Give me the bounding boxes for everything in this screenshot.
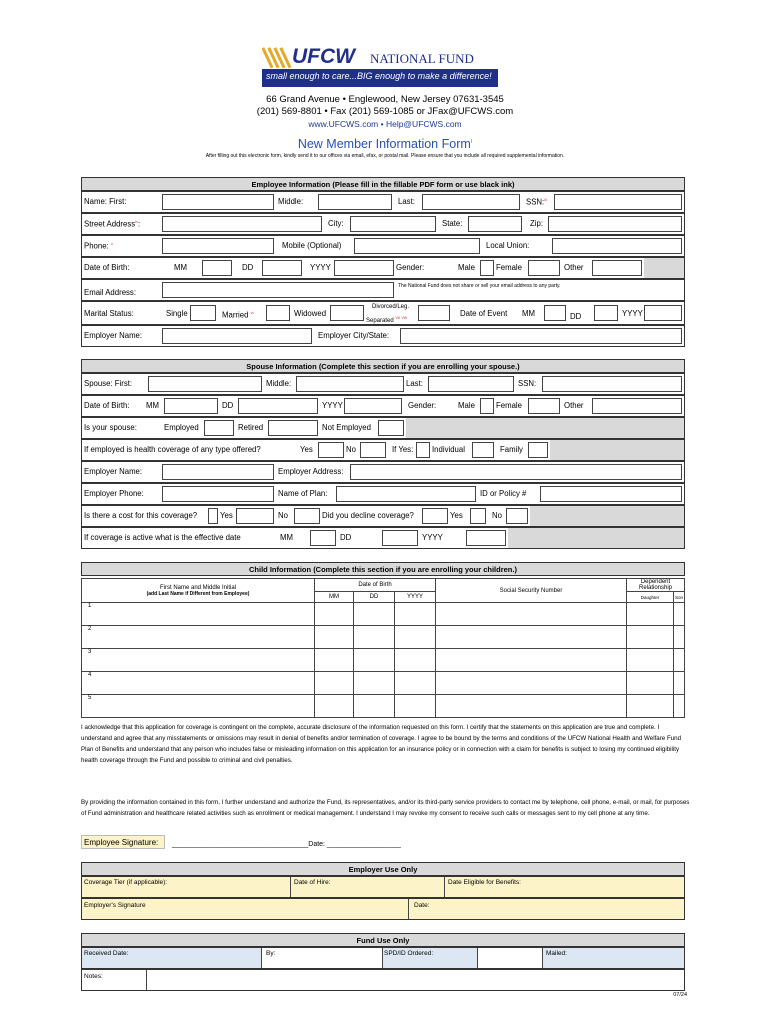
- date-eligible-label: Date Eligible for Benefits:: [448, 879, 521, 886]
- email-note: The National Fund does not share or sell your email address to any party.: [398, 283, 561, 289]
- employee-email-row: [81, 279, 685, 301]
- spouse-coverage-row: [81, 439, 685, 461]
- address-line: 66 Grand Avenue • Englewood, New Jersey 07631-3545: [266, 94, 504, 105]
- spouse-coverage-blank: [550, 440, 684, 460]
- phone-label: Phone: $^v$: [84, 241, 113, 251]
- notes-label: Notes:: [84, 973, 103, 980]
- spouse-cost-blank: [530, 506, 684, 526]
- child-ssn-column-header: Social Security Number: [436, 579, 627, 603]
- employee-signature-label: Employee Signature:: [81, 835, 165, 849]
- logo-ufcw-text: UFCW: [292, 45, 355, 68]
- spouse-retired-option[interactable]: Retired: [238, 423, 264, 432]
- state-label: State:: [442, 219, 463, 228]
- spouse-dob-mm-label: MM: [146, 401, 159, 410]
- authorization-text: By providing the information contained in this form, I further understand and authorize the Fund, its representatives, and/or its third-party service providers to contact me by telephone, cell phone, e-mail, or mail, for purposes of Fund administration and healthcare related activities such as enrollment or medical management. I understand I may revoke my consent to receive such calls or messages sent to my cell phone at any time.: [81, 799, 690, 817]
- form-title: New Member Information Form$^I$: [297, 137, 473, 151]
- dob-mm-label: MM: [174, 263, 187, 272]
- table-row: 5: [82, 695, 685, 718]
- spouse-employer-phone-field[interactable]: [162, 486, 274, 502]
- spouse-plan-label: Name of Plan:: [278, 489, 328, 498]
- table-row: 4: [82, 672, 685, 695]
- first-name-label: Name: First:: [84, 197, 127, 206]
- spouse-cost-row: [81, 505, 685, 527]
- last-name-field[interactable]: [422, 194, 520, 210]
- spouse-name-row: [81, 373, 685, 395]
- web-email-link[interactable]: www.UFCWS.com • Help@UFCWS.com: [308, 119, 462, 129]
- spouse-plan-row: [81, 483, 685, 505]
- employer-signature-label: Employer's Signature: [84, 902, 146, 909]
- phone-field[interactable]: [162, 238, 274, 254]
- middle-name-field[interactable]: [318, 194, 392, 210]
- spd-ordered-label: SPD/ID Ordered:: [384, 950, 434, 957]
- spouse-middle-label: Middle:: [266, 379, 292, 388]
- spouse-employer-address-label: Employer Address:: [278, 467, 344, 476]
- event-dd-label: DD: [570, 312, 582, 321]
- employee-dob-row: [81, 257, 685, 279]
- spouse-not-employed-option[interactable]: Not Employed: [322, 423, 371, 432]
- spouse-decline-no-box[interactable]: [506, 508, 528, 524]
- spouse-ssn-field[interactable]: [542, 376, 682, 392]
- employee-name-row: [81, 191, 685, 213]
- marital-widowed-box[interactable]: [330, 305, 364, 321]
- spouse-effective-mm-field[interactable]: [310, 530, 336, 546]
- marital-single-box[interactable]: [190, 305, 216, 321]
- last-name-label: Last:: [398, 197, 415, 206]
- child-name-column-header: First Name and Middle Initial (add Last Name if Different from Employee): [82, 579, 315, 603]
- spouse-employment-blank: [406, 418, 684, 438]
- event-date-label: Date of Event: [460, 309, 508, 318]
- employer-name-label: Employer Name:: [84, 331, 143, 340]
- spouse-dob-row: [81, 395, 685, 417]
- dob-yyyy-field[interactable]: [334, 260, 394, 276]
- event-yyyy-label: YYYY: [622, 309, 643, 318]
- spouse-effective-row: [81, 527, 685, 549]
- spouse-individual-box[interactable]: [472, 442, 494, 458]
- spouse-policy-label: ID or Policy #: [480, 489, 527, 498]
- marital-single-option[interactable]: Single: [166, 309, 188, 318]
- child-son-header: Son: [674, 592, 685, 603]
- spouse-coverage-label: If employed is health coverage of any type offered?: [84, 445, 261, 454]
- street-field[interactable]: [162, 216, 322, 232]
- child-dob-column-header: Date of Birth: [315, 579, 436, 592]
- gender-female-box[interactable]: [528, 260, 560, 276]
- employee-marital-row: [81, 301, 685, 325]
- spouse-effective-dd-field[interactable]: [382, 530, 418, 546]
- spouse-female-box[interactable]: [528, 398, 560, 414]
- spouse-cost-no-option[interactable]: No: [278, 511, 288, 520]
- spouse-effective-yyyy-label: YYYY: [422, 533, 443, 542]
- notes-field[interactable]: [146, 970, 684, 990]
- spouse-employer-field[interactable]: [162, 464, 274, 480]
- marital-label: Marital Status:: [84, 309, 134, 318]
- employee-signature-line[interactable]: ___________________________________Date: ___________________: [172, 841, 401, 848]
- spouse-coverage-no-option[interactable]: No: [346, 445, 356, 454]
- spouse-gender-label: Gender:: [408, 401, 437, 410]
- spouse-section-header: Spouse Information (Complete this section if you are enrolling your spouse.): [81, 359, 685, 373]
- child-relationship-column-header: Dependent Relationship: [627, 579, 685, 592]
- gender-other-box[interactable]: [592, 260, 642, 276]
- spouse-dob-yyyy-field[interactable]: [344, 398, 402, 414]
- spouse-dob-dd-label: DD: [222, 401, 234, 410]
- spouse-decline-yes-option[interactable]: Yes: [450, 511, 463, 520]
- spouse-dob-label: Date of Birth:: [84, 401, 130, 410]
- spouse-first-label: Spouse: First:: [84, 379, 133, 388]
- table-row: 1: [82, 603, 685, 626]
- event-dd-field[interactable]: [594, 305, 618, 321]
- employer-use-header: Employer Use Only: [81, 862, 685, 876]
- date-of-hire-label: Date of Hire:: [294, 879, 331, 886]
- logo-tagline: small enough to care...BIG enough to make a difference!: [266, 71, 492, 81]
- dob-mm-field[interactable]: [202, 260, 232, 276]
- date-of-hire-field[interactable]: [444, 877, 445, 897]
- child-dd-header: DD: [354, 592, 395, 603]
- table-row: 3: [82, 649, 685, 672]
- marital-married-option[interactable]: Married $^{vi}$: [222, 310, 254, 320]
- local-union-label: Local Union:: [486, 241, 530, 250]
- employer-signature-field[interactable]: [408, 899, 409, 919]
- child-section-header: Child Information (Complete this section if you are enrolling your children.): [81, 562, 685, 576]
- spouse-female-option[interactable]: Female: [496, 401, 522, 410]
- employer-city-field[interactable]: [400, 328, 682, 344]
- spouse-not-employed-box[interactable]: [378, 420, 404, 436]
- zip-field[interactable]: [548, 216, 682, 232]
- phone-line: (201) 569-8801 • Fax (201) 569-1085 or JFax@UFCWS.com: [256, 106, 514, 117]
- gender-male-box[interactable]: [480, 260, 494, 276]
- email-field[interactable]: [162, 282, 394, 298]
- gender-label: Gender:: [396, 263, 425, 272]
- spouse-cost-yes-box[interactable]: [236, 508, 274, 524]
- spouse-effective-label: If coverage is active what is the effective date: [84, 533, 241, 542]
- spouse-male-box[interactable]: [480, 398, 494, 414]
- spouse-effective-mm-label: MM: [280, 533, 293, 542]
- spouse-employer-row: [81, 461, 685, 483]
- street-label: Street Address$^{iv}$:: [84, 219, 141, 229]
- coverage-tier-label: Coverage Tier (if applicable):: [84, 879, 168, 886]
- spouse-employer-label: Employer Name:: [84, 467, 143, 476]
- spouse-plan-field[interactable]: [336, 486, 476, 502]
- employee-employer-row: [81, 325, 685, 347]
- by-label: By:: [266, 950, 276, 957]
- marital-divorced-option[interactable]: Divorced/Leg.: [372, 304, 410, 310]
- spouse-ssn-label: SSN:: [518, 379, 537, 388]
- zip-label: Zip:: [530, 219, 543, 228]
- spouse-family-box[interactable]: [528, 442, 548, 458]
- child-yyyy-header: YYYY: [395, 592, 436, 603]
- fund-use-row-1: [81, 947, 685, 969]
- ssn-field[interactable]: [554, 194, 682, 210]
- spouse-cost-no-box[interactable]: [294, 508, 320, 524]
- spouse-retired-box[interactable]: [268, 420, 318, 436]
- marital-widowed-option[interactable]: Widowed: [294, 309, 327, 318]
- spouse-cost-yes-option[interactable]: Yes: [220, 511, 233, 520]
- spouse-middle-field[interactable]: [296, 376, 404, 392]
- spouse-employed-option[interactable]: Employed: [164, 423, 199, 432]
- dob-label: Date of Birth:: [84, 263, 130, 272]
- child-table: [81, 578, 685, 718]
- spouse-coverage-no-box[interactable]: [360, 442, 386, 458]
- employee-address-row: [81, 213, 685, 235]
- coverage-tier-field[interactable]: [290, 877, 291, 897]
- employee-section-header: Employee Information (Please fill in the fillable PDF form or use black ink): [81, 177, 685, 191]
- logo-national-fund-text: NATIONAL FUND: [370, 51, 474, 66]
- spouse-effective-blank: [508, 528, 684, 548]
- spouse-effective-dd-label: DD: [340, 533, 352, 542]
- spouse-policy-field[interactable]: [540, 486, 682, 502]
- spouse-decline-box[interactable]: [422, 508, 448, 524]
- spouse-employed-box[interactable]: [204, 420, 234, 436]
- spouse-employer-phone-label: Employer Phone:: [84, 489, 144, 498]
- email-label: Email Address:: [84, 288, 137, 297]
- spouse-family-option[interactable]: Family: [500, 445, 523, 454]
- spouse-individual-option[interactable]: Individual: [432, 445, 465, 454]
- spouse-decline-yes-box[interactable]: [470, 508, 486, 524]
- gender-female-option[interactable]: Female: [496, 263, 522, 272]
- fund-use-row-2: [81, 969, 685, 991]
- employer-use-row-2: [81, 898, 685, 920]
- intro-text: After filling out this electronic form, kindly send it to our offices via email, efax, or postal mail. Please ensure that you include all required supplemental information.: [205, 153, 565, 159]
- spouse-other-box[interactable]: [592, 398, 682, 414]
- employer-use-row-1: [81, 876, 685, 898]
- spouse-decline-label: Did you decline coverage?: [322, 511, 414, 520]
- city-label: City:: [328, 219, 344, 228]
- city-field[interactable]: [350, 216, 436, 232]
- employer-date-label: Date:: [414, 902, 430, 909]
- spouse-male-option[interactable]: Male: [458, 401, 475, 410]
- dob-yyyy-label: YYYY: [310, 263, 331, 272]
- revision-date: 07/24: [673, 992, 687, 998]
- spouse-decline-no-option[interactable]: No: [492, 511, 502, 520]
- marital-separated-option[interactable]: Separated $^{VII VIII}$: [366, 315, 408, 324]
- ufcw-logo: [262, 45, 498, 87]
- fund-use-header: Fund Use Only: [81, 933, 685, 947]
- local-union-field[interactable]: [552, 238, 682, 254]
- spouse-if-yes-box[interactable]: [416, 442, 430, 458]
- spouse-dob-dd-field[interactable]: [238, 398, 318, 414]
- spouse-last-label: Last:: [406, 379, 423, 388]
- spouse-cost-box[interactable]: [208, 508, 218, 524]
- employer-name-field[interactable]: [162, 328, 312, 344]
- gender-other-option[interactable]: Other: [564, 263, 584, 272]
- event-mm-label: MM: [522, 309, 535, 318]
- employee-phone-row: [81, 235, 685, 257]
- marital-married-box[interactable]: [266, 305, 290, 321]
- spouse-employer-address-field[interactable]: [350, 464, 682, 480]
- spouse-cost-label: Is there a cost for this coverage?: [84, 511, 198, 520]
- spouse-first-field[interactable]: [148, 376, 262, 392]
- spouse-dob-mm-field[interactable]: [164, 398, 218, 414]
- event-yyyy-field[interactable]: [644, 305, 682, 321]
- spouse-last-field[interactable]: [428, 376, 514, 392]
- dob-dd-label: DD: [242, 263, 254, 272]
- received-date-label: Received Date:: [84, 950, 129, 957]
- spouse-effective-yyyy-field[interactable]: [466, 530, 506, 546]
- spouse-if-yes-label: If Yes:: [392, 445, 414, 454]
- first-name-field[interactable]: [162, 194, 274, 210]
- spouse-dob-yyyy-label: YYYY: [322, 401, 343, 410]
- dob-row-blank: [644, 258, 684, 278]
- child-daughter-header: Daughter: [627, 592, 674, 603]
- mobile-field[interactable]: [354, 238, 480, 254]
- spouse-other-option[interactable]: Other: [564, 401, 584, 410]
- dob-dd-field[interactable]: [262, 260, 302, 276]
- table-row: 2: [82, 626, 685, 649]
- spouse-coverage-yes-option[interactable]: Yes: [300, 445, 313, 454]
- mobile-label: Mobile (Optional): [282, 241, 342, 250]
- marital-divorced-box[interactable]: [418, 305, 450, 321]
- child-mm-header: MM: [315, 592, 354, 603]
- state-field[interactable]: [468, 216, 522, 232]
- spouse-employment-label: Is your spouse:: [84, 423, 137, 432]
- event-mm-field[interactable]: [544, 305, 566, 321]
- employer-city-label: Employer City/State:: [318, 331, 390, 340]
- ssn-label: SSN:$^{iii}$: [526, 197, 547, 207]
- spouse-coverage-yes-box[interactable]: [318, 442, 344, 458]
- middle-name-label: Middle:: [278, 197, 304, 206]
- acknowledgement-text: I acknowledge that this application for coverage is contingent on the complete, accurate disclosure of the information requested on this form. I certify that the statements on this application are true and complete. I understand and agree that any misstatements or omissions may result in denial of benefits and/or termination of coverage. I agree to be bound by the terms and conditions of the UFCW National Health and Welfare Fund Plan of Benefits and understand that any person who includes false or misleading information on this application for an insurance policy or in connection with a claim for benefits is subject to losing my continued eligibility health coverage through the Fund and possible to criminal and civil penalties.: [81, 724, 682, 764]
- gender-male-option[interactable]: Male: [458, 263, 475, 272]
- mailed-label: Mailed:: [546, 950, 567, 957]
- spouse-employment-row: [81, 417, 685, 439]
